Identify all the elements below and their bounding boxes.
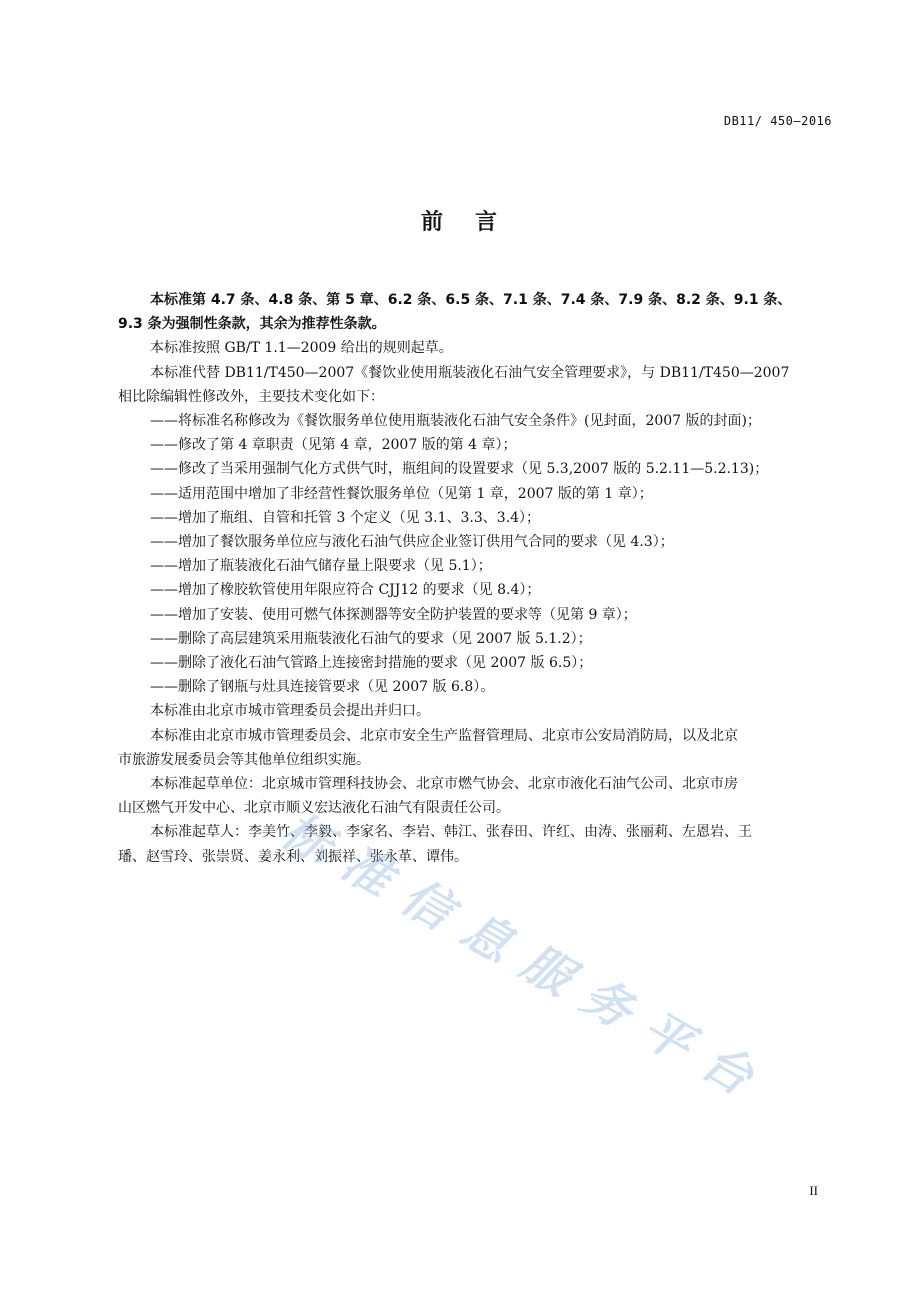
paragraph-mandatory-clauses-cont: 9.3 条为强制性条款，其余为推荐性条款。 <box>118 316 386 333</box>
watermark-char: 息 <box>451 901 522 974</box>
change-item: ——增加了安装、使用可燃气体探测器等安全防护装置的要求等（见第 9 章）； <box>150 606 637 623</box>
change-item: ——修改了当采用强制气化方式供气时，瓶组间的设置要求（见 5.3,2007 版的 5.2.11—5.2.13)； <box>150 461 769 478</box>
change-item: ——修改了第 4 章职责（见第 4 章，2007 版的第 4 章）； <box>150 437 517 454</box>
paragraph-implementers-cont: 市旅游发展委员会等其他单位组织实施。 <box>118 751 370 768</box>
watermark-char: 标 <box>271 802 342 875</box>
page-number: II <box>809 1183 818 1198</box>
paragraph-drafting-units-cont: 山区燃气开发中心、北京市顺义宏达液化石油气有限责任公司。 <box>118 800 510 817</box>
paragraph-drafters-cont: 璠、赵雪玲、张崇贤、姜永利、刘振祥、张永革、谭伟。 <box>118 848 468 865</box>
page-title <box>0 205 920 236</box>
paragraph-mandatory-clauses: 本标准第 4.7 条、4.8 条、第 5 章、6.2 条、6.5 条、7.1 条、7.4 条、7.9 条、8.2 条、9.1 条、 <box>150 292 792 308</box>
watermark-char: 平 <box>631 1000 702 1073</box>
change-item: ——适用范围中增加了非经营性餐饮服务单位（见第 1 章，2007 版的第 1 章）； <box>150 485 653 502</box>
watermark-char: 信 <box>391 868 462 941</box>
watermark-char: 服 <box>511 934 582 1007</box>
change-item: ——增加了餐饮服务单位应与液化石油气供应企业签订供用气合同的要求（见 4.3）； <box>150 534 674 551</box>
change-item: ——增加了橡胶软管使用年限应符合 CJJ12 的要求（见 8.4）； <box>150 582 541 599</box>
change-item: ——删除了高层建筑采用瓶装液化石油气的要求（见 2007 版 5.1.2）； <box>150 630 592 647</box>
body-text <box>118 288 834 869</box>
paragraph-implementers: 本标准由北京市城市管理委员会、北京市安全生产监督管理局、北京市公安局消防局，以及北京 <box>150 727 738 744</box>
change-item: ——删除了液化石油气管路上连接密封措施的要求（见 2007 版 6.5）； <box>150 655 593 672</box>
paragraph-drafters: 本标准起草人：李美竹、李毅、李家名、李岩、韩江、张春田、许红、由涛、张丽莉、左恩岩、王 <box>150 824 752 841</box>
paragraph-drafting-rules: 本标准按照 GB/T 1.1—2009 给出的规则起草。 <box>150 340 453 357</box>
paragraph-drafting-units: 本标准起草单位：北京城市管理科技协会、北京市燃气协会、北京市液化石油气公司、北京市房 <box>150 776 738 793</box>
change-item: ——将标准名称修改为《餐饮服务单位使用瓶装液化石油气安全条件》(见封面，2007 版的封面)； <box>150 413 762 430</box>
watermark-char: 台 <box>691 1033 762 1106</box>
document-code: DB11/ 450—2016 <box>723 114 832 128</box>
change-item: ——增加了瓶装液化石油气储存量上限要求（见 5.1）； <box>150 558 492 575</box>
paragraph-replaces-cont: 相比除编辑性修改外，主要技术变化如下： <box>118 388 384 405</box>
paragraph-replaces: 本标准代替 DB11/T450—2007《餐饮业使用瓶装液化石油气安全管理要求》，与 DB11/T450—2007 <box>150 364 790 381</box>
change-item: ——增加了瓶组、自管和托管 3 个定义（见 3.1、3.3、3.4）； <box>150 509 541 526</box>
title-char-1: 前 <box>420 210 445 235</box>
watermark-char: 准 <box>331 835 402 908</box>
title-char-2: 言 <box>475 210 500 235</box>
change-item: ——删除了钢瓶与灶具连接管要求（见 2007 版 6.8）。 <box>150 679 495 696</box>
paragraph-proposer: 本标准由北京市城市管理委员会提出并归口。 <box>150 703 430 720</box>
watermark-char: 务 <box>571 967 642 1040</box>
